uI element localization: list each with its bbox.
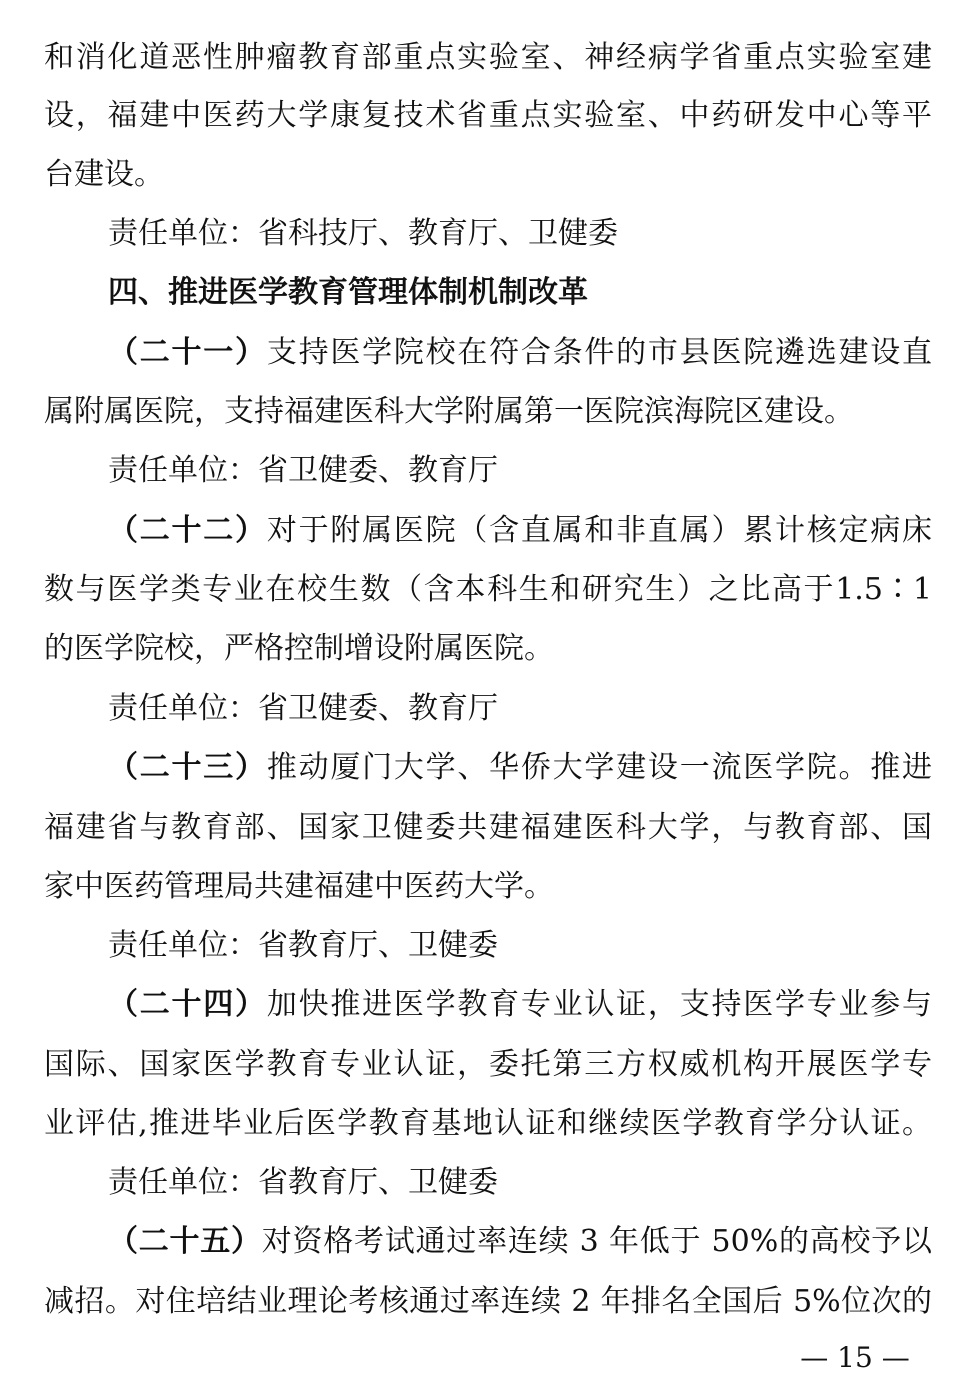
item-23-line [108, 748, 932, 788]
text-line: 数与医学类专业在校生数（含本科生和研究生）之比高于1.5∶1 [44, 572, 932, 607]
item-text: 加快推进医学教育专业认证，支持医学专业参与 [266, 987, 932, 1022]
item-21-line [108, 333, 932, 373]
text-line: 减招。对住培结业理论考核通过率连续 2 年排名全国后 5%位次的 [44, 1284, 932, 1319]
text-line: 的医学院校，严格控制增设附属医院。 [44, 631, 554, 666]
item-22-line [108, 511, 932, 551]
text-line: 国际、国家医学教育专业认证，委托第三方权威机构开展医学专 [44, 1047, 932, 1082]
item-text: 推动厦门大学、华侨大学建设一流医学院。推进 [266, 750, 932, 785]
responsible-unit-line: 责任单位：省教育厅、卫健委 [108, 928, 498, 963]
item-text: 支持医学院校在符合条件的市县医院遴选建设直 [266, 335, 932, 370]
text-line: 属附属医院，支持福建医科大学附属第一医院滨海院区建设。 [44, 394, 854, 429]
item-text: 对资格考试通过率连续 3 年低于 50%的高校予以 [261, 1224, 932, 1259]
item-25-line [108, 1222, 932, 1262]
responsible-unit-line: 责任单位：省卫健委、教育厅 [108, 453, 498, 488]
item-number: （二十五） [108, 1224, 262, 1259]
responsible-unit-line: 责任单位：省卫健委、教育厅 [108, 691, 498, 726]
text-line: 家中医药管理局共建福建中医药大学。 [44, 869, 554, 904]
item-24-line [108, 985, 932, 1025]
text-line: 业评估,推进毕业后医学教育基地认证和继续医学教育学分认证。 [44, 1106, 932, 1141]
text-line: 台建设。 [44, 157, 164, 192]
section-heading: 四、推进医学教育管理体制机制改革 [108, 275, 588, 310]
responsible-unit-line: 责任单位：省教育厅、卫健委 [108, 1165, 498, 1200]
item-number: （二十三） [108, 750, 267, 785]
item-number: （二十二） [108, 513, 267, 548]
page-number: — 15 — [800, 1341, 910, 1374]
text-line: 福建省与教育部、国家卫健委共建福建医科大学，与教育部、国 [44, 810, 932, 845]
item-number: （二十四） [108, 987, 267, 1022]
text-line: 和消化道恶性肿瘤教育部重点实验室、神经病学省重点实验室建 [44, 40, 932, 75]
item-number: （二十一） [108, 335, 267, 370]
responsible-unit-line: 责任单位：省科技厅、教育厅、卫健委 [108, 216, 618, 251]
item-text: 对于附属医院（含直属和非直属）累计核定病床 [266, 513, 932, 548]
text-line: 设，福建中医药大学康复技术省重点实验室、中药研发中心等平 [44, 98, 932, 133]
